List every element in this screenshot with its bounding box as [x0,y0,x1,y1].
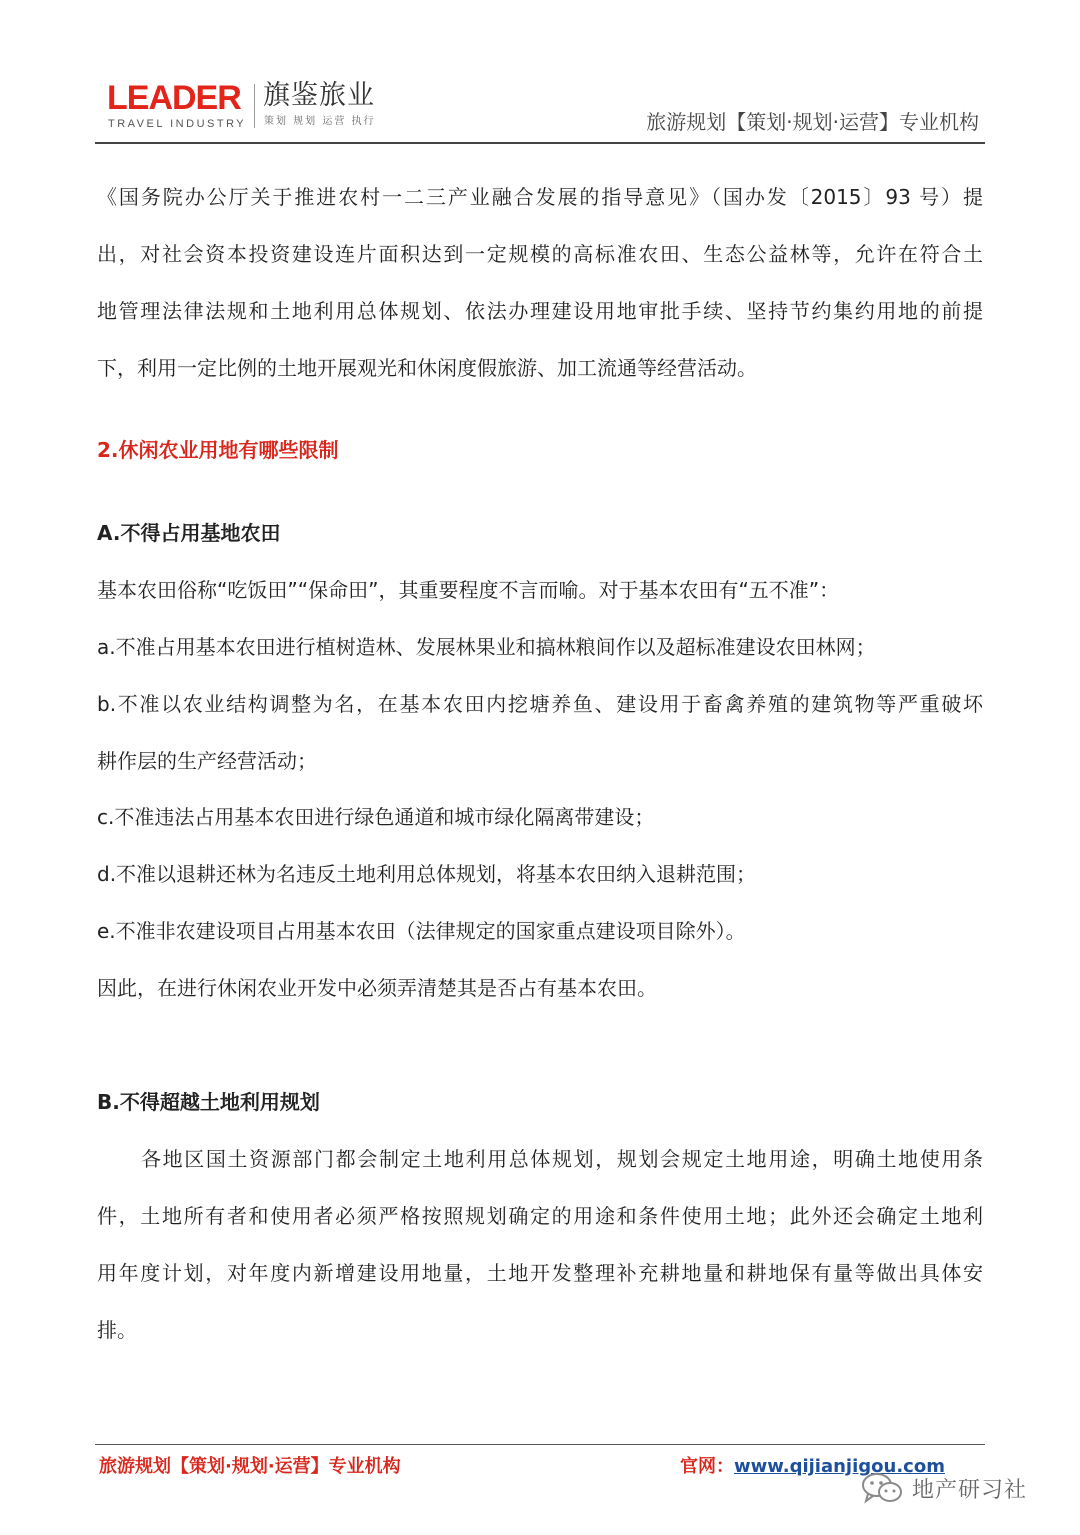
logo-subtitle: TRAVEL INDUSTRY [108,118,247,130]
list-item-continuation: 耕作层的生产经营活动； [97,749,317,773]
logo-chinese-subtitle: 策划 规划 运营 执行 [264,116,376,127]
footer-tagline: 旅游规划【策划·规划·运营】专业机构 [99,1456,401,1477]
wechat-icon [860,1471,904,1505]
intro-line: 出，对社会资本投资建设连片面积达到一定规模的高标准农田、生态公益林等，允许在符合土 [97,242,983,266]
logo-chinese-name: 旗鉴旅业 [263,80,375,111]
page-footer [95,1444,985,1495]
list-item: b.不准以农业结构调整为名，在基本农田内挖塘养鱼、建设用于畜禽养殖的建筑物等严重破坏 [97,692,983,716]
paragraph-line: 用年度计划，对年度内新增建设用地量，土地开发整理补充耕地量和耕地保有量等做出具体安 [97,1261,983,1285]
watermark-text: 地产研习社 [912,1477,1028,1503]
company-logo [107,80,387,130]
paragraph-line: 排。 [97,1318,137,1342]
page-header [95,78,985,144]
paragraph-line: 件，土地所有者和使用者必须严格按照规划确定的用途和条件使用土地；此外还会确定土地利 [97,1204,983,1228]
logo-divider [254,84,255,128]
list-item: c.不准违法占用基本农田进行绿色通道和城市绿化隔离带建设； [97,805,655,829]
subsection-heading-a: A.不得占用基地农田 [97,521,281,545]
intro-line: 地管理法律法规和土地利用总体规划、依法办理建设用地审批手续、坚持节约集约用地的前提 [97,299,983,323]
list-item: a.不准占用基本农田进行植树造林、发展林果业和搞林粮间作以及超标准建设农田林网； [97,635,876,659]
watermark [860,1468,1027,1508]
list-item: e.不准非农建设项目占用基本农田（法律规定的国家重点建设项目除外）。 [97,919,746,943]
footer-site-label: 官网： [680,1456,734,1477]
header-tagline: 旅游规划【策划·规划·运营】专业机构 [646,110,979,134]
intro-line: 下，利用一定比例的土地开展观光和休闲度假旅游、加工流通等经营活动。 [97,356,757,380]
footer-site-link[interactable]: www.qijianjigou.com [734,1456,945,1477]
intro-line: 《国务院办公厅关于推进农村一二三产业融合发展的指导意见》（国办发〔2015〕93 号）提 [97,185,983,209]
logo-wordmark: LEADER [107,79,241,117]
paragraph-line: 基本农田俗称“吃饭田”“保命田”，其重要程度不言而喻。对于基本农田有“五不准”： [97,578,840,602]
subsection-heading-b: B.不得超越土地利用规划 [97,1090,320,1114]
paragraph-line: 因此，在进行休闲农业开发中必须弄清楚其是否占有基本农田。 [97,976,657,1000]
section-heading: 2.休闲农业用地有哪些限制 [97,438,339,462]
paragraph-line: 各地区国土资源部门都会制定土地利用总体规划，规划会规定土地用途，明确土地使用条 [141,1147,983,1171]
list-item: d.不准以退耕还林为名违反土地利用总体规划，将基本农田纳入退耕范围； [97,862,757,886]
